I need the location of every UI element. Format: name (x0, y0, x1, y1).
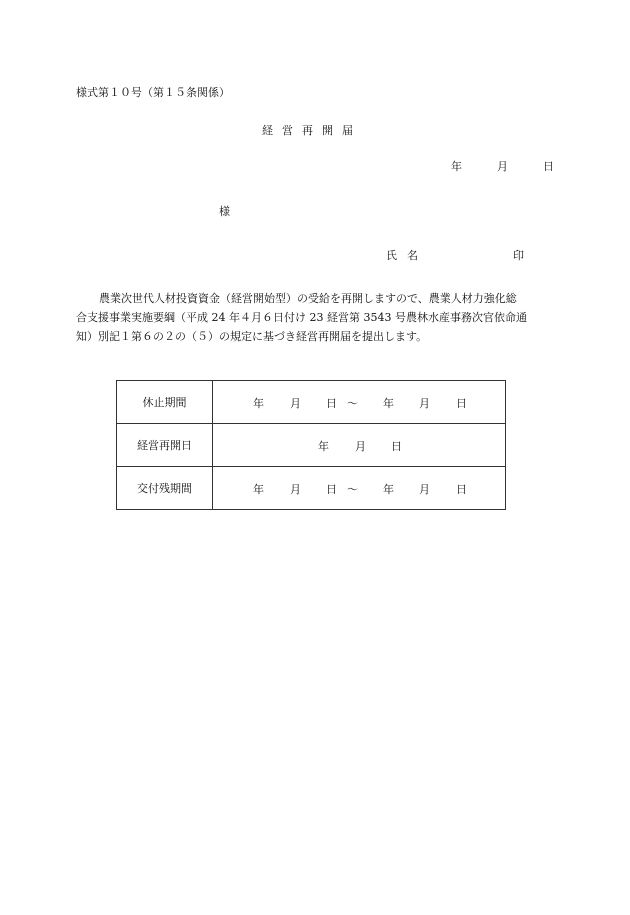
resume-month-label: 月 (355, 440, 366, 453)
row-label-remaining-period: 交付残期間 (117, 467, 213, 510)
document-title: 経営再開届 (262, 124, 362, 137)
table-row-suspension-period (117, 381, 506, 424)
range-tilde: ～ (347, 397, 358, 410)
end-day-label: 日 (456, 397, 467, 410)
seal-label: 印 (513, 249, 524, 262)
start-year-label: 年 (253, 483, 264, 496)
range-tilde: ～ (347, 483, 358, 496)
name-label: 氏名 (386, 249, 428, 262)
row-label-resumption-date: 経営再開日 (117, 424, 213, 467)
body-line-1: 農業次世代人材投資資金（経営開始型）の受給を再開しますので、農業人材力強化総 (99, 292, 517, 305)
body-paragraph (76, 289, 558, 346)
end-month-label: 月 (419, 483, 430, 496)
end-year-label: 年 (383, 483, 394, 496)
start-month-label: 月 (290, 397, 301, 410)
end-day-label: 日 (456, 483, 467, 496)
end-year-label: 年 (383, 397, 394, 410)
resume-year-label: 年 (318, 440, 329, 453)
period-table (116, 380, 506, 510)
start-month-label: 月 (290, 483, 301, 496)
end-month-label: 月 (419, 397, 430, 410)
row-label-suspension-period: 休止期間 (117, 381, 213, 424)
table-row-remaining-period (117, 467, 506, 510)
form-number: 様式第１０号（第１５条関係） (76, 86, 230, 99)
addressee-suffix: 様 (219, 205, 230, 218)
date-day-label: 日 (543, 160, 554, 173)
start-year-label: 年 (253, 397, 264, 410)
body-line-3: 知）別記１第６の２の（５）の規定に基づき経営再開届を提出します。 (76, 330, 428, 343)
date-month-label: 月 (497, 160, 508, 173)
resumption-date-value (213, 424, 506, 467)
resume-day-label: 日 (391, 440, 402, 453)
start-day-label: 日 (326, 397, 337, 410)
table-row-resumption-date (117, 424, 506, 467)
body-line-2: 合支援事業実施要綱（平成 24 年４月６日付け 23 経営第 3543 号農林水産事務次官依命通 (76, 311, 527, 324)
suspension-period-value (213, 381, 506, 424)
remaining-period-value (213, 467, 506, 510)
date-year-label: 年 (451, 160, 462, 173)
start-day-label: 日 (326, 483, 337, 496)
